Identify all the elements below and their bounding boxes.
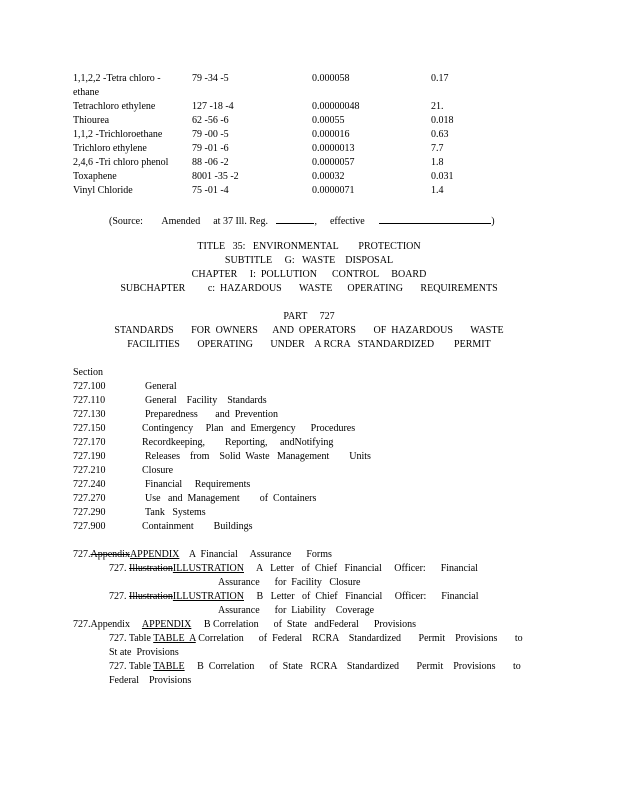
chem-value-2: 7.7: [431, 143, 444, 154]
chem-name: Thiourea: [73, 115, 110, 126]
appendix-b-title: B Correlation of State andFederal Provisions: [191, 619, 417, 630]
table-a-inserted: TABLE A: [153, 633, 196, 644]
chem-cas: 75 -01 -4: [192, 185, 229, 196]
chem-name: Vinyl Chloride: [73, 185, 133, 196]
section-number: 727.900: [73, 521, 106, 532]
table-b-title: B Correlation of State RCRA Standardized Permit Provisions to: [184, 661, 521, 672]
source-note: [109, 212, 495, 229]
source-comma: ,: [314, 216, 317, 227]
section-title: Releases from Solid Waste Management Units: [145, 451, 371, 462]
appendix-b-inserted: APPENDIX: [141, 619, 192, 630]
chem-value-1: 0.00055: [312, 115, 345, 126]
table-b-inserted: TABLE: [153, 661, 185, 672]
appendix-b-prefix: 727.Appendix: [73, 619, 130, 630]
illustration-b-title: B Letter of Chief Financial Officer: Financial: [244, 591, 479, 602]
section-title: Recordkeeping, Reporting, andNotifying: [142, 437, 334, 448]
section-title: Contingency Plan and Emergency Procedures: [142, 423, 356, 434]
section-title: Containment Buildings: [142, 521, 253, 532]
chem-value-1: 0.0000013: [312, 143, 355, 154]
chem-cas: 79 -00 -5: [192, 129, 229, 140]
chem-cas: 88 -06 -2: [192, 157, 229, 168]
appendix-a-title: A Financial Assurance Forms: [179, 549, 332, 560]
chem-cas: 79 -01 -6: [192, 143, 229, 154]
illustration-a-inserted: ILLUSTRATION: [172, 563, 244, 574]
source-register-blank: [276, 212, 314, 224]
chapter-heading: CHAPTER I: POLLUTION CONTROL BOARD: [191, 269, 427, 280]
source-close: ): [491, 216, 495, 227]
chem-value-2: 0.018: [431, 115, 454, 126]
table-b-prefix: 727. Table: [109, 661, 151, 672]
chem-cas: 79 -34 -5: [192, 73, 229, 84]
part-title-line-1: STANDARDS FOR OWNERS AND OPERATORS OF HAZARDOUS WASTE: [114, 325, 504, 336]
source-amended: Amended: [161, 216, 201, 227]
table-a-entry: [109, 632, 523, 646]
chem-name: 1,1,2,2 -Tetra chloro -: [73, 73, 161, 84]
illustration-a-prefix: 727.: [109, 563, 127, 574]
table-a-continuation: St ate Provisions: [109, 647, 179, 658]
chem-name: Toxaphene: [73, 171, 117, 182]
table-b-entry: [109, 660, 521, 674]
section-title: Financial Requirements: [145, 479, 251, 490]
chem-value-1: 0.00032: [312, 171, 345, 182]
illustration-b-deleted: Illustration: [129, 591, 173, 602]
source-label: (Source:: [109, 216, 143, 227]
section-number: 727.110: [73, 395, 106, 406]
illustration-a-deleted: Illustration: [129, 563, 173, 574]
section-title: Closure: [142, 465, 174, 476]
appendix-a-entry: [73, 548, 332, 562]
chem-cas: 8001 -35 -2: [192, 171, 239, 182]
source-register: at 37 Ill. Reg.: [213, 216, 268, 227]
section-number: 727.190: [73, 451, 106, 462]
appendix-a-deleted: Appendix: [90, 549, 130, 560]
illustration-b-prefix: 727.: [109, 591, 127, 602]
chem-value-2: 0.031: [431, 171, 454, 182]
chem-value-2: 1.8: [431, 157, 444, 168]
section-number: 727.170: [73, 437, 106, 448]
section-number: 727.100: [73, 381, 106, 392]
illustration-b-inserted: ILLUSTRATION: [172, 591, 244, 602]
source-effective-blank: [379, 212, 491, 224]
chem-value-2: 1.4: [431, 185, 444, 196]
illustration-b-entry: [109, 590, 478, 604]
section-title: Preparedness and Prevention: [145, 409, 279, 420]
illustration-a-title: A Letter of Chief Financial Officer: Financial: [244, 563, 478, 574]
title-heading: TITLE 35: ENVIRONMENTAL PROTECTION: [197, 241, 421, 252]
section-title: Tank Systems: [145, 507, 206, 518]
appendix-a-prefix: 727.: [73, 549, 91, 560]
chem-value-2: 0.17: [431, 73, 449, 84]
chem-name: Tetrachloro ethylene: [73, 101, 156, 112]
chem-value-2: 21.: [431, 101, 444, 112]
chem-cas: 62 -56 -6: [192, 115, 229, 126]
illustration-b-continuation: Assurance for Liability Coverage: [218, 605, 375, 616]
section-label: Section: [73, 367, 103, 378]
subtitle-heading: SUBTITLE G: WASTE DISPOSAL: [224, 255, 394, 266]
chem-value-1: 0.0000071: [312, 185, 355, 196]
part-title-line-2: FACILITIES OPERATING UNDER A RCRA STANDARDIZED PERMIT: [127, 339, 491, 350]
chem-cas: 127 -18 -4: [192, 101, 234, 112]
section-title: General Facility Standards: [145, 395, 267, 406]
chem-value-1: 0.0000057: [312, 157, 355, 168]
chem-name: Trichloro ethylene: [73, 143, 147, 154]
appendix-b-entry: [73, 618, 416, 632]
section-number: 727.130: [73, 409, 106, 420]
chem-name: 1,1,2 -Trichloroethane: [73, 129, 163, 140]
section-number: 727.290: [73, 507, 106, 518]
table-a-title: Correlation of Federal RCRA Standardized Permit Provisions to: [195, 633, 523, 644]
section-number: 727.150: [73, 423, 106, 434]
table-b-continuation: Federal Provisions: [109, 675, 192, 686]
chem-name-cont: ethane: [73, 87, 100, 98]
chem-value-1: 0.000058: [312, 73, 350, 84]
section-number: 727.270: [73, 493, 106, 504]
source-effective: effective: [329, 216, 365, 227]
section-title: Use and Management of Containers: [145, 493, 317, 504]
illustration-a-entry: [109, 562, 478, 576]
chem-value-2: 0.63: [431, 129, 449, 140]
chem-value-1: 0.000016: [312, 129, 350, 140]
section-number: 727.210: [73, 465, 106, 476]
section-title: General: [145, 381, 177, 392]
illustration-a-continuation: Assurance for Facility Closure: [218, 577, 361, 588]
chem-name: 2,4,6 -Tri chloro phenol: [73, 157, 169, 168]
subchapter-heading: SUBCHAPTER c: HAZARDOUS WASTE OPERATING REQUIREMENTS: [120, 283, 498, 294]
appendix-a-inserted: APPENDIX: [129, 549, 180, 560]
part-heading: PART 727: [283, 311, 335, 322]
chem-value-1: 0.00000048: [312, 101, 360, 112]
table-a-prefix: 727. Table: [109, 633, 151, 644]
section-number: 727.240: [73, 479, 106, 490]
